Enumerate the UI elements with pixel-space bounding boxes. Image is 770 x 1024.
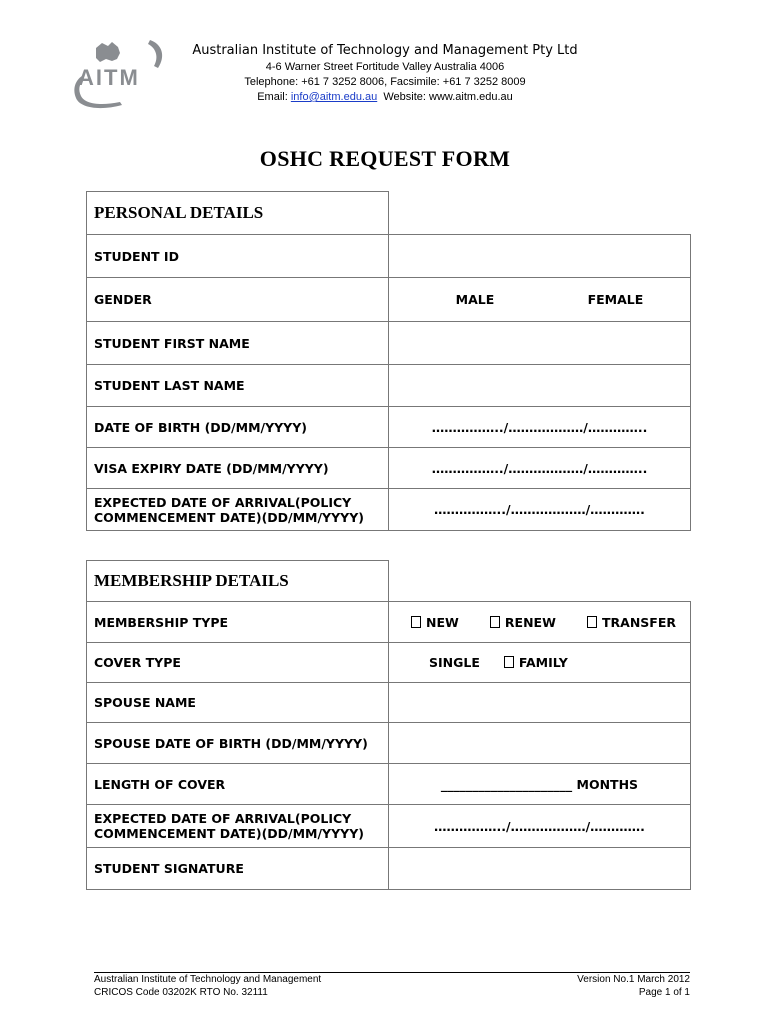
signature-label: STUDENT SIGNATURE: [87, 848, 389, 890]
arrival-label-line-1: EXPECTED DATE OF ARRIVAL(POLICY: [94, 494, 352, 510]
spouse-dob-field[interactable]: [389, 723, 691, 764]
length-of-cover-field[interactable]: [389, 764, 691, 805]
checkbox-icon[interactable]: [587, 616, 597, 628]
membership-details-heading: MEMBERSHIP DETAILS: [87, 561, 389, 602]
membership-arrival-label: [87, 805, 389, 848]
first-name-field[interactable]: [389, 322, 691, 365]
membership-arrival-line-2: COMMENCEMENT DATE)(DD/MM/YYYY): [94, 826, 364, 841]
membership-type-label: MEMBERSHIP TYPE: [87, 602, 389, 643]
footer-version: Version No.1 March 2012: [577, 974, 690, 985]
cover-type-field: [389, 643, 691, 683]
arrival-label: [87, 489, 389, 531]
gender-label: GENDER: [87, 278, 389, 322]
checkbox-icon[interactable]: [411, 616, 421, 628]
org-name: Australian Institute of Technology and Management Pty Ltd: [192, 43, 578, 58]
gender-male-option[interactable]: MALE: [455, 292, 495, 307]
membership-arrival-field[interactable]: ……………../………………/………….: [389, 805, 691, 848]
footer-codes: CRICOS Code 03202K RTO No. 32111: [94, 987, 268, 998]
signature-field[interactable]: [389, 848, 691, 890]
student-id-field[interactable]: [389, 235, 691, 278]
cover-type-label: COVER TYPE: [87, 643, 389, 683]
phone-line: Telephone: +61 7 3252 8006, Facsimile: +61 7 3252 8009: [244, 76, 526, 88]
visa-expiry-field[interactable]: ……………../………………/…………..: [389, 448, 691, 489]
logo-text: AITM: [78, 65, 140, 90]
personal-details-table: [86, 191, 691, 531]
checkbox-icon[interactable]: [490, 616, 500, 628]
spouse-name-label: SPOUSE NAME: [87, 683, 389, 723]
spouse-dob-label: SPOUSE DATE OF BIRTH (DD/MM/YYYY): [87, 723, 389, 764]
arrival-field[interactable]: ……………../………………/………….: [389, 489, 691, 531]
dob-label: DATE OF BIRTH (DD/MM/YYYY): [87, 407, 389, 448]
membership-arrival-line-1: EXPECTED DATE OF ARRIVAL(POLICY: [94, 811, 352, 826]
website: Website: www.aitm.edu.au: [383, 91, 513, 103]
gender-female-option[interactable]: FEMALE: [587, 292, 644, 307]
footer-institute: Australian Institute of Technology and Management: [94, 974, 322, 985]
visa-expiry-label: VISA EXPIRY DATE (DD/MM/YYYY): [87, 448, 389, 489]
length-of-cover-label: LENGTH OF COVER: [87, 764, 389, 805]
length-blank[interactable]: _____________________: [440, 776, 573, 792]
membership-details-table: [86, 560, 691, 890]
arrival-label-line-2: COMMENCEMENT DATE)(DD/MM/YYYY): [94, 509, 364, 525]
membership-new-option[interactable]: NEW: [411, 615, 459, 630]
page-footer: [94, 972, 690, 998]
letterhead: [190, 42, 580, 105]
dob-field[interactable]: ……………../………………/…………..: [389, 407, 691, 448]
email-line: [190, 90, 580, 105]
membership-renew-option[interactable]: RENEW: [490, 615, 556, 630]
address: 4-6 Warner Street Fortitude Valley Australia 4006: [265, 61, 505, 73]
last-name-label: STUDENT LAST NAME: [87, 365, 389, 407]
form-title: OSHC REQUEST FORM: [259, 146, 511, 171]
membership-transfer-option[interactable]: TRANSFER: [587, 615, 676, 630]
personal-details-heading: PERSONAL DETAILS: [87, 192, 389, 235]
membership-type-field: [389, 602, 691, 643]
last-name-field[interactable]: [389, 365, 691, 407]
spouse-name-field[interactable]: [389, 683, 691, 723]
aitm-logo: [70, 32, 170, 112]
checkbox-icon[interactable]: [504, 656, 514, 668]
student-id-label: STUDENT ID: [87, 235, 389, 278]
cover-single-option[interactable]: SINGLE: [429, 655, 480, 670]
footer-page-number: Page 1 of 1: [638, 987, 690, 998]
email-link[interactable]: info@aitm.edu.au: [290, 91, 378, 103]
gender-field[interactable]: [389, 278, 691, 322]
months-label: MONTHS: [576, 776, 639, 792]
first-name-label: STUDENT FIRST NAME: [87, 322, 389, 365]
email-label: Email:: [257, 91, 291, 103]
cover-family-option[interactable]: FAMILY: [504, 655, 568, 670]
